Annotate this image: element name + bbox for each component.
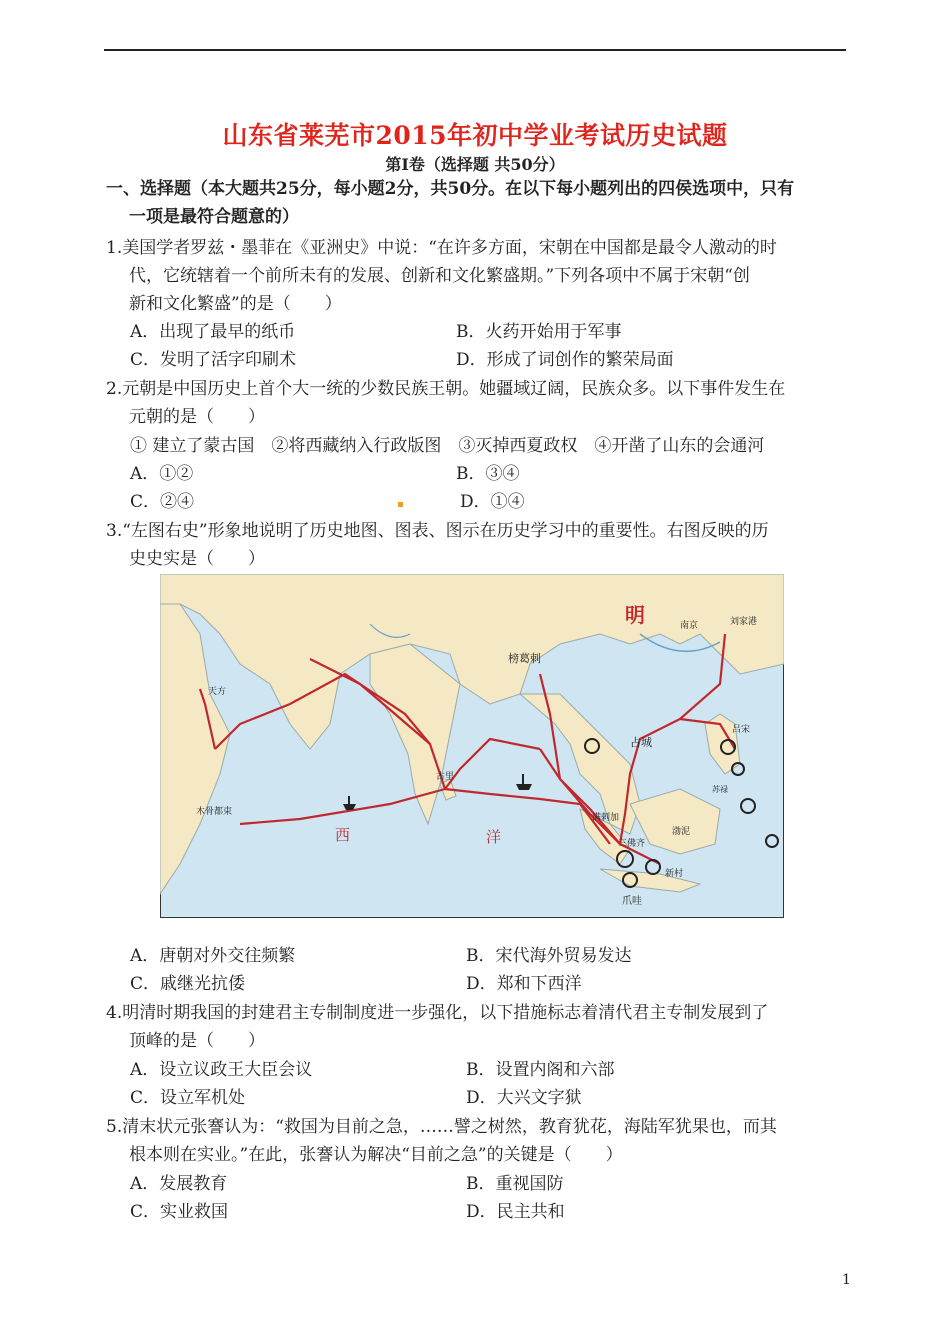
q1-option-b: B．火药开始用于军事 <box>456 322 622 342</box>
map-label-nanjing: 南京 <box>680 621 699 631</box>
q2-option-c: C．②④ <box>130 492 195 512</box>
exam-title: 山东省莱芜市2015年初中学业考试历史试题 <box>222 121 728 150</box>
map-label-lvsong: 吕宋 <box>732 725 751 735</box>
q3-option-d: D．郑和下西洋 <box>466 974 582 994</box>
q3-option-c: C．戚继光抗倭 <box>130 974 246 994</box>
map-label-tianfang: 天方 <box>208 687 227 697</box>
q5-option-a: A．发展教育 <box>130 1174 228 1194</box>
q1-stem-line3: 新和文化繁盛”的是（ ） <box>129 294 342 314</box>
map-label-sulu: 苏禄 <box>712 785 728 794</box>
stray-mark <box>398 502 403 507</box>
q1-option-c: C．发明了活字印刷术 <box>130 350 297 370</box>
q4-option-d: D．大兴文字狱 <box>466 1088 582 1108</box>
q2-option-d: D．①④ <box>460 492 525 512</box>
q5-option-c: C．实业救国 <box>130 1202 229 1222</box>
map-label-jiucun: 新村 <box>665 869 684 879</box>
map-label-zhaowa: 爪哇 <box>622 896 642 907</box>
q2-stem-line1: 2.元朝是中国历史上首个大一统的少数民族王朝。她疆域辽阔，民族众多。以下事件发生在 <box>106 379 786 399</box>
section-instruction-line2: 一项是最符合题意的） <box>129 207 299 227</box>
q5-stem-line2: 根本则在实业。”在此，张謇认为解决“目前之急”的关键是（ ） <box>129 1145 623 1165</box>
q4-option-c: C．设立军机处 <box>130 1088 246 1108</box>
q2-items: ① 建立了蒙古国 ②将西藏纳入行政版图 ③灭掉西夏政权 ④开凿了山东的会通河 <box>130 436 765 456</box>
map-label-liujiagang: 刘家港 <box>730 617 758 627</box>
q3-option-a: A．唐朝对外交往频繁 <box>130 946 296 966</box>
q5-option-d: D．民主共和 <box>466 1202 565 1222</box>
section-instruction-line1: 一、选择题（本大题共25分，每小题2分，共50分。在以下每小题列出的四侯选项中，只有 <box>106 179 795 199</box>
map-label-yang: 洋 <box>486 828 502 846</box>
q2-stem-line2: 元朝的是（ ） <box>129 407 265 427</box>
q1-stem-line1: 1.美国学者罗兹・墨菲在《亚洲史》中说：“在许多方面，宋朝在中国都是最令人激动的时 <box>106 238 777 258</box>
map-label-sanfoqi: 三佛齐 <box>618 839 646 849</box>
q3-stem-line1: 3.“左图右史”形象地说明了历史地图、图表、图示在历史学习中的重要性。右图反映的历 <box>106 521 769 541</box>
q4-stem-line2: 顶峰的是（ ） <box>129 1031 265 1051</box>
map-label-ming: 明 <box>625 603 645 627</box>
q1-option-d: D．形成了词创作的繁荣局面 <box>456 350 674 370</box>
q1-option-a: A．出现了最早的纸币 <box>130 322 296 342</box>
q1-stem-line2: 代，它统辖着一个前所未有的发展、创新和文化繁盛期。”下列各项中不属于宋朝“创 <box>129 266 750 286</box>
map-label-boni: 渤泥 <box>672 827 691 837</box>
page-number: 1 <box>842 1272 851 1288</box>
q3-stem-line2: 史史实是（ ） <box>129 549 265 569</box>
q2-option-a: A．①② <box>130 464 194 484</box>
map-label-bangela: 榜葛剌 <box>508 652 541 665</box>
header-rule <box>104 49 846 51</box>
part-subtitle: 第Ⅰ卷（选择题 共50分） <box>385 155 565 174</box>
map-label-manlajia: 满剌加 <box>592 813 620 823</box>
q2-option-b: B．③④ <box>456 464 520 484</box>
map-label-mogadishu: 木骨都束 <box>196 807 233 817</box>
q4-stem-line1: 4.明清时期我国的封建君主专制制度进一步强化，以下措施标志着清代君主专制发展到了 <box>106 1003 769 1023</box>
q5-stem-line1: 5.清末状元张謇认为：“救国为目前之急，……譬之树然，教育犹花，海陆军犹果也，而其 <box>106 1117 777 1137</box>
q4-option-a: A．设立议政王大臣会议 <box>130 1060 313 1080</box>
q5-option-b: B．重视国防 <box>466 1174 564 1194</box>
map-label-xi: 西 <box>335 826 351 844</box>
q4-option-b: B．设置内阁和六部 <box>466 1060 615 1080</box>
map-label-zhancheng: 占城 <box>630 736 652 749</box>
map-label-guli: 古里 <box>436 772 455 782</box>
zhenghe-voyage-map <box>160 574 784 918</box>
q3-option-b: B．宋代海外贸易发达 <box>466 946 632 966</box>
